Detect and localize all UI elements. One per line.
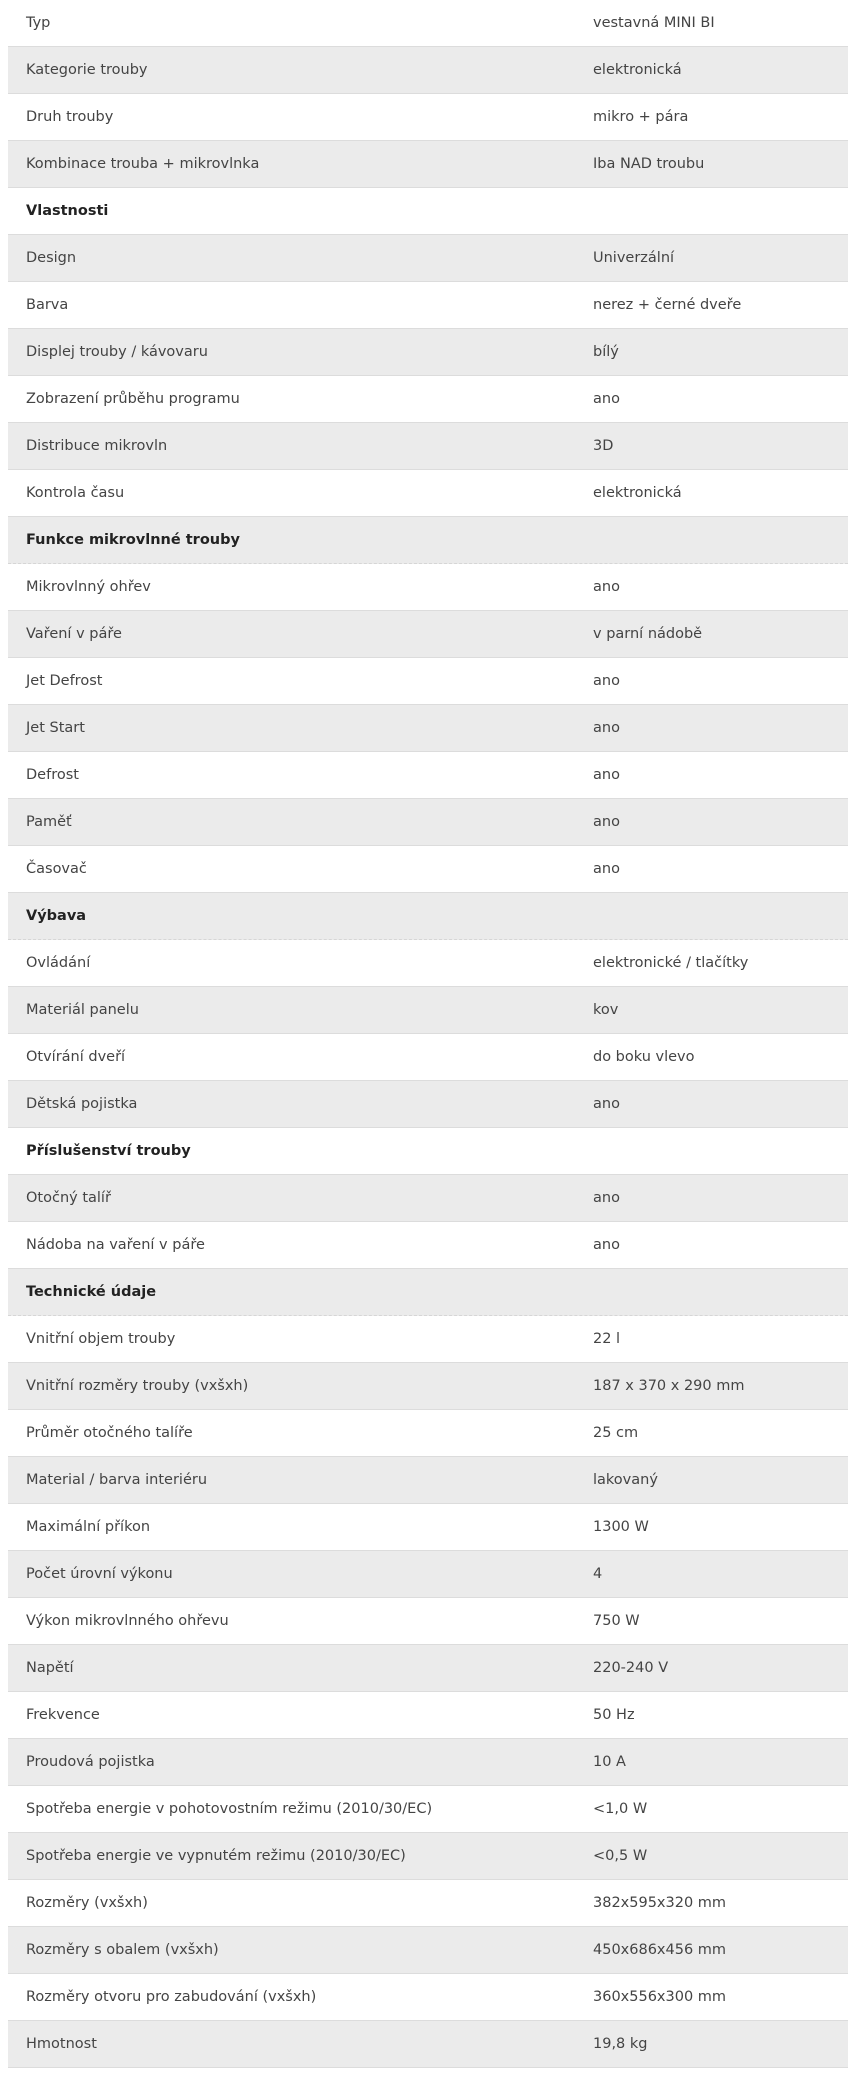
spec-value: elektronické / tlačítky: [593, 955, 749, 971]
spec-label: Vaření v páře: [26, 626, 122, 642]
spec-row: [8, 1504, 848, 1551]
spec-value: 3D: [593, 438, 614, 454]
spec-label: Distribuce mikrovln: [26, 438, 168, 454]
spec-row: [8, 235, 848, 282]
spec-value: ano: [593, 861, 620, 877]
spec-row: [8, 1551, 848, 1598]
spec-row: [8, 1786, 848, 1833]
spec-value: do boku vlevo: [593, 1049, 695, 1065]
section-header-row: [8, 893, 848, 940]
spec-label: Druh trouby: [26, 109, 114, 125]
spec-row: [8, 282, 848, 329]
spec-row: [8, 1410, 848, 1457]
spec-label: Jet Defrost: [26, 673, 103, 689]
spec-label: Nádoba na vaření v páře: [26, 1237, 205, 1253]
spec-row: [8, 564, 848, 611]
spec-value: 750 W: [593, 1613, 640, 1629]
spec-row: [8, 658, 848, 705]
spec-row: [8, 705, 848, 752]
spec-label: Rozměry otvoru pro zabudování (vxšxh): [26, 1989, 317, 2005]
spec-label: Otvírání dveří: [26, 1049, 126, 1065]
spec-label: Výkon mikrovlnného ohřevu: [26, 1613, 229, 1629]
spec-value: <0,5 W: [593, 1848, 648, 1864]
spec-row: [8, 1974, 848, 2021]
section-title: Funkce mikrovlnné trouby: [26, 532, 240, 548]
spec-label: Jet Start: [26, 720, 85, 736]
spec-label: Spotřeba energie ve vypnutém režimu (2010/30/EC): [26, 1848, 406, 1864]
spec-label: Kombinace trouba + mikrovlnka: [26, 156, 260, 172]
spec-value: Univerzální: [593, 250, 675, 266]
section-title: Výbava: [26, 908, 87, 924]
spec-value: 22 l: [593, 1331, 621, 1347]
spec-row: [8, 752, 848, 799]
spec-row: [8, 2021, 848, 2068]
spec-row: [8, 1175, 848, 1222]
spec-label: Dětská pojistka: [26, 1096, 138, 1112]
spec-value: 220-240 V: [593, 1660, 669, 1676]
spec-row: [8, 987, 848, 1034]
spec-value: ano: [593, 720, 620, 736]
section-title: Vlastnosti: [26, 203, 109, 219]
spec-value: ano: [593, 391, 620, 407]
spec-value: kov: [593, 1002, 619, 1018]
spec-label: Typ: [26, 15, 51, 31]
spec-value: lakovaný: [593, 1472, 658, 1488]
spec-row: [8, 94, 848, 141]
spec-label: Průměr otočného talíře: [26, 1425, 193, 1441]
spec-label: Otočný talíř: [26, 1190, 111, 1206]
spec-row: [8, 1927, 848, 1974]
spec-value: elektronická: [593, 62, 682, 78]
spec-row: [8, 47, 848, 94]
spec-label: Barva: [26, 297, 69, 313]
spec-label: Maximální příkon: [26, 1519, 151, 1535]
spec-value: 19,8 kg: [593, 2036, 648, 2052]
spec-label: Design: [26, 250, 77, 266]
spec-row: [8, 1222, 848, 1269]
spec-value: vestavná MINI BI: [593, 15, 715, 31]
spec-value: ano: [593, 1096, 620, 1112]
spec-value: 25 cm: [593, 1425, 639, 1441]
section-title: Technické údaje: [26, 1284, 157, 1300]
spec-row: [8, 1833, 848, 1880]
spec-value: Iba NAD troubu: [593, 156, 705, 172]
spec-row: [8, 1081, 848, 1128]
spec-value: 187 x 370 x 290 mm: [593, 1378, 745, 1394]
spec-row: [8, 1739, 848, 1786]
spec-value: ano: [593, 673, 620, 689]
spec-label: Kontrola času: [26, 485, 125, 501]
spec-row: [8, 1363, 848, 1410]
spec-label: Zobrazení průběhu programu: [26, 391, 240, 407]
spec-row: [8, 846, 848, 893]
spec-label: Frekvence: [26, 1707, 100, 1723]
spec-label: Rozměry (vxšxh): [26, 1895, 148, 1911]
spec-value: 10 A: [593, 1754, 626, 1770]
spec-value: v parní nádobě: [593, 626, 703, 642]
spec-row: [8, 1645, 848, 1692]
spec-label: Počet úrovní výkonu: [26, 1566, 173, 1582]
spec-row: [8, 376, 848, 423]
spec-value: <1,0 W: [593, 1801, 648, 1817]
spec-label: Paměť: [26, 814, 72, 830]
spec-label: Vnitřní rozměry trouby (vxšxh): [26, 1378, 249, 1394]
spec-value: ano: [593, 767, 620, 783]
spec-value: 382x595x320 mm: [593, 1895, 727, 1911]
spec-label: Mikrovlnný ohřev: [26, 579, 151, 595]
spec-value: 50 Hz: [593, 1707, 635, 1723]
spec-row: [8, 799, 848, 846]
spec-label: Hmotnost: [26, 2036, 97, 2052]
spec-row: [8, 1880, 848, 1927]
spec-row: [8, 141, 848, 188]
spec-label: Materiál panelu: [26, 1002, 139, 1018]
spec-value: elektronická: [593, 485, 682, 501]
spec-row: [8, 1598, 848, 1645]
section-header-row: [8, 1128, 848, 1175]
spec-row: [8, 1316, 848, 1363]
section-header-row: [8, 1269, 848, 1316]
section-header-row: [8, 517, 848, 564]
spec-value: 450x686x456 mm: [593, 1942, 727, 1958]
spec-value: mikro + pára: [593, 109, 689, 125]
spec-label: Defrost: [26, 767, 79, 783]
spec-value: ano: [593, 814, 620, 830]
spec-row: [8, 611, 848, 658]
spec-label: Rozměry s obalem (vxšxh): [26, 1942, 219, 1958]
spec-label: Časovač: [26, 861, 87, 877]
spec-label: Ovládání: [26, 955, 91, 971]
spec-value: ano: [593, 579, 620, 595]
section-title: Příslušenství trouby: [26, 1143, 191, 1159]
spec-label: Napětí: [26, 1660, 74, 1676]
spec-value: bílý: [593, 344, 619, 360]
spec-value: ano: [593, 1190, 620, 1206]
spec-label: Material / barva interiéru: [26, 1472, 208, 1488]
spec-value: nerez + černé dveře: [593, 297, 742, 313]
spec-label: Proudová pojistka: [26, 1754, 155, 1770]
spec-row: [8, 329, 848, 376]
spec-value: 360x556x300 mm: [593, 1989, 727, 2005]
spec-row: [8, 940, 848, 987]
spec-row: [8, 1034, 848, 1081]
spec-label: Displej trouby / kávovaru: [26, 344, 208, 360]
spec-value: 1300 W: [593, 1519, 649, 1535]
spec-row: [8, 1457, 848, 1504]
spec-row: [8, 1692, 848, 1739]
spec-row: [8, 470, 848, 517]
spec-label: Kategorie trouby: [26, 62, 148, 78]
spec-label: Spotřeba energie v pohotovostním režimu (2010/30/EC): [26, 1801, 433, 1817]
section-header-row: [8, 188, 848, 235]
specification-table: [8, 0, 848, 2068]
spec-row: [8, 423, 848, 470]
spec-value: ano: [593, 1237, 620, 1253]
spec-value: 4: [593, 1566, 603, 1582]
spec-label: Vnitřní objem trouby: [26, 1331, 176, 1347]
spec-row: [8, 0, 848, 47]
